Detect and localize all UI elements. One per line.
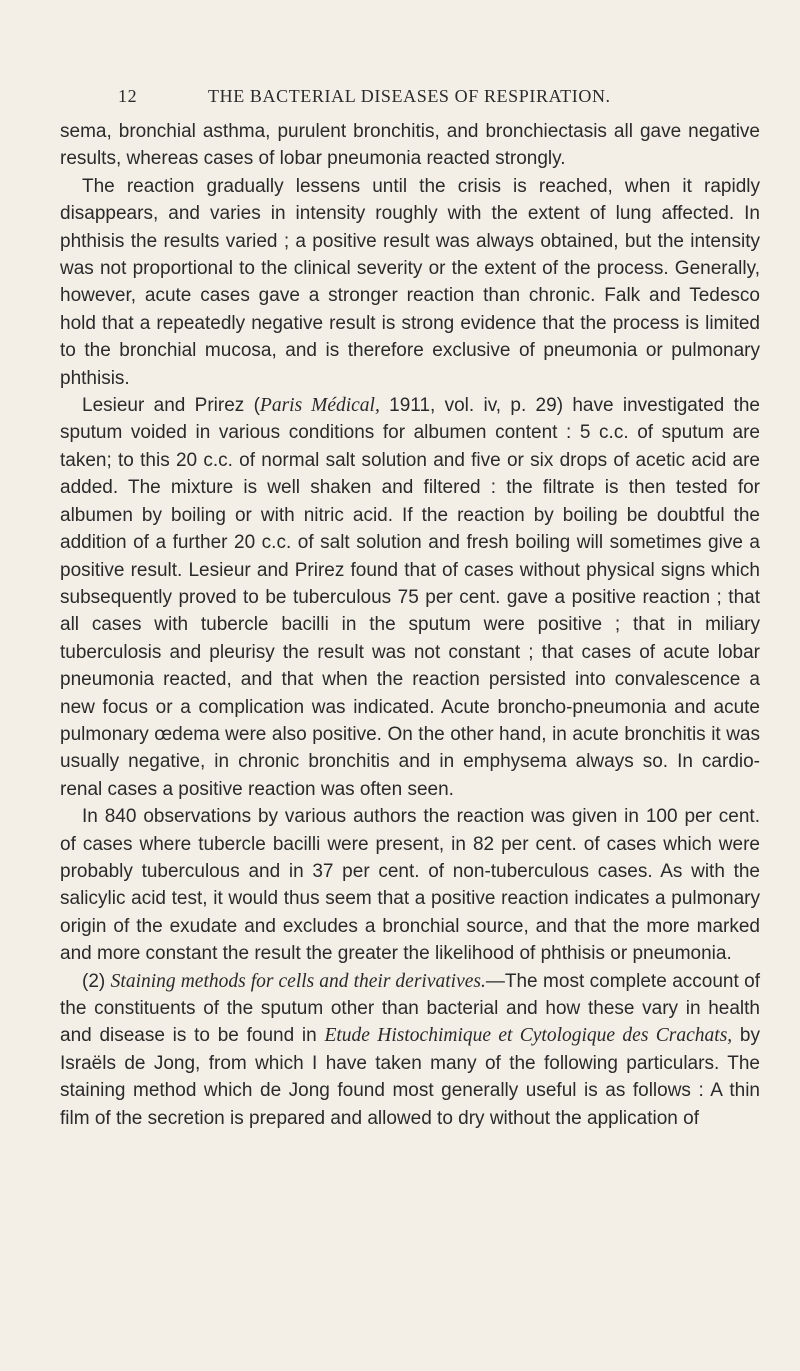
paragraph-reaction-intensity: The reaction gradually lessens until the crisis is reached, when it rapidly disappears, and varies in intensity roughly with the extent of lung affected. In phthisis the results varied ; a positive result was always obtained, but the intensity was not proportional to the clinical severity or the extent of the process. Generally, however, acute cases gave a stronger reaction than chronic. Falk and Tedesco hold that a repeatedly negative result is strong evidence that the process is limited to the bronchial mucosa, and is therefore exclusive of pneumonia or pulmonary phthisis. [60, 175, 760, 389]
albumen-text-after: 1911, vol. iv, p. 29) have investigated the sputum voided in various conditions for albumen content : 5 c.c. of sputum are taken; to this 20 c.c. of normal salt solution and five or six drops of acetic acid are added. The mixture is well shaken and filtered : the filtrate is then tested for albumen by boiling or with nitric acid. If the reaction by boiling be doubtful the addition of a further 20 c.c. of salt solution and fresh boiling will sometimes give a positive result. Lesieur and Prirez found that of cases without physical signs which subsequently proved to be tuberculous 75 per cent. gave a positive reaction ; that all cases with tubercle bacilli in the sputum were positive ; that in miliary tuberculosis and pleurisy the result was not constant ; that cases of acute lobar pneumonia reacted, and that when the reaction persisted into convalescence a new focus or a complication was indicated. Acute broncho-pneumonia and acute pulmonary œdema were also positive. On the other hand, in acute bronchitis it was usually negative, in chronic bronchitis and in emphysema always so. In cardio-renal cases a positive reaction was often seen. [60, 395, 760, 800]
paragraph-continuation: sema, bronchial asthma, purulent bronchitis, and bronchiectasis all gave negative results, whereas cases of lobar pneumonia reacted strongly. [60, 121, 760, 170]
albumen-text-before: Lesieur and Prirez ( [82, 395, 260, 417]
paragraph-albumen-test [60, 392, 760, 803]
body-text [60, 118, 760, 1132]
section-number: (2) [82, 970, 111, 992]
running-head [0, 86, 800, 112]
running-head-title: THE BACTERIAL DISEASES OF RESPIRATION. [208, 86, 611, 106]
page-number: 12 [118, 86, 138, 106]
journal-citation: Paris Médical, [259, 395, 380, 417]
paragraph-observations: In 840 observations by various authors the reaction was given in 100 per cent. of cases where tubercle bacilli were present, in 82 per cent. of cases which were probably tuberculous and in 37 per cent. of non-tuberculous cases. As with the salicylic acid test, it would thus seem that a positive reaction indicates a pulmonary origin of the exudate and excludes a bronchial source, and that the more marked and more constant the result the greater the likelihood of phthisis or pneumonia. [60, 806, 760, 965]
book-title-citation: Etude Histochimique et Cytologique des Crachats, [324, 1025, 733, 1047]
section-heading: Staining methods for cells and their derivatives. [110, 970, 486, 992]
staining-text-end: by Israëls de Jong, from which I have taken many of the following particulars. The staining method which de Jong found most generally useful is as follows : A thin film of the secretion is prepared and allowed to dry without the application of [60, 1025, 760, 1129]
paragraph-staining-methods [60, 968, 760, 1132]
staining-text-mid: —The most complete account of the constituents of the sputum other than bacterial and how these vary in health and disease is to be found in [60, 970, 761, 1047]
